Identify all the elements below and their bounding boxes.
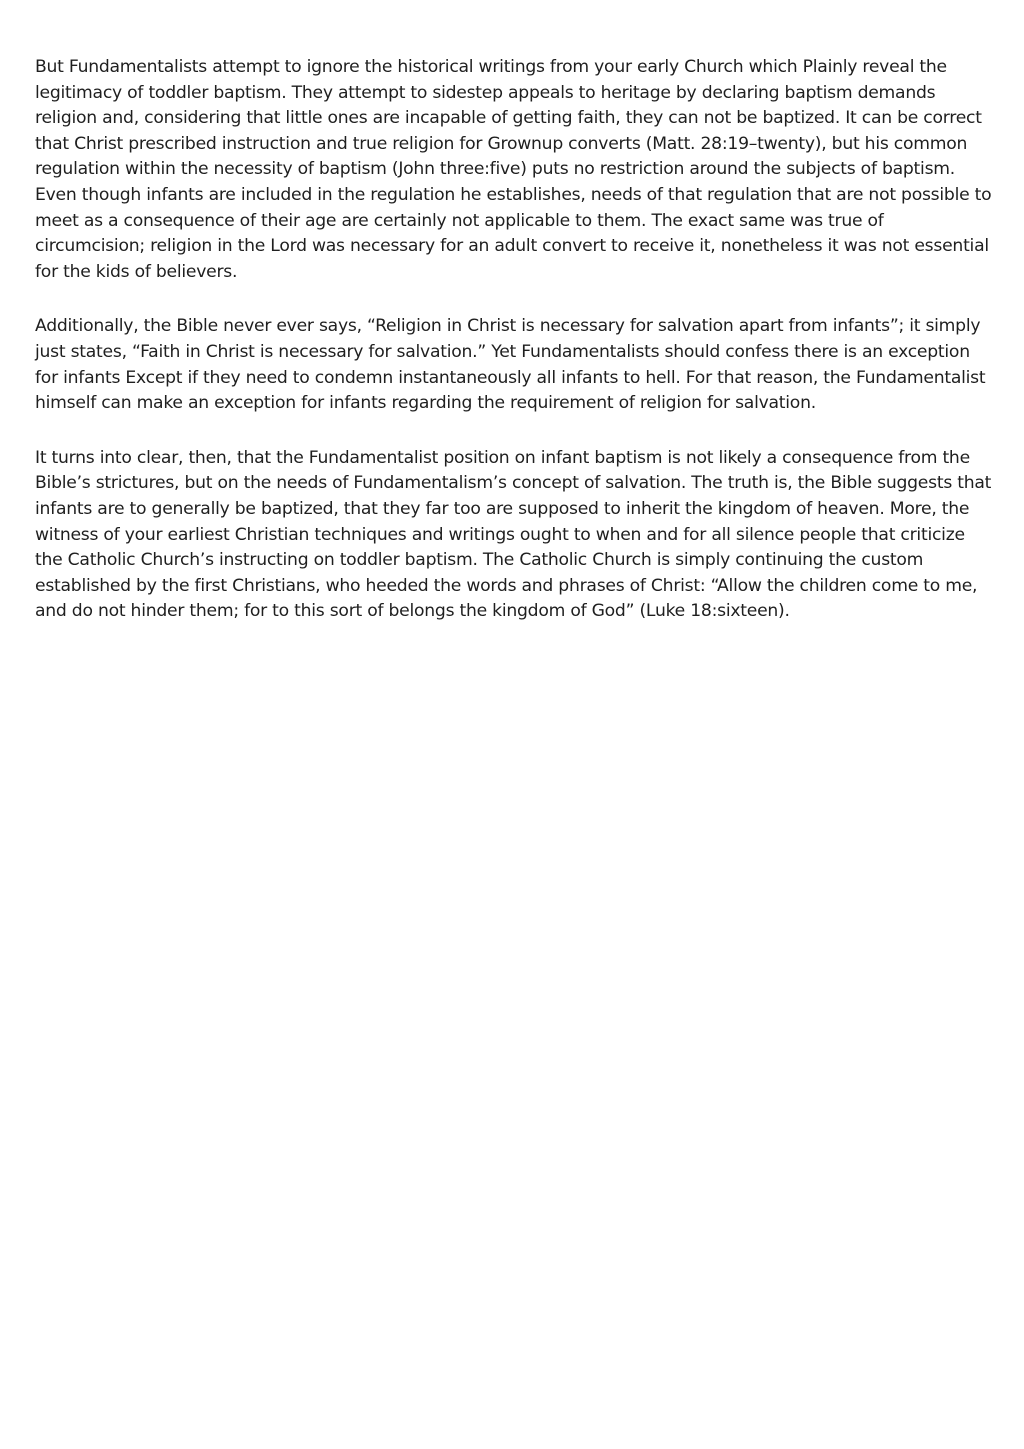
document-body [35, 55, 993, 654]
paragraph-1: But Fundamentalists attempt to ignore the historical writings from your early Church which Plainly reveal the legitimacy of toddler baptism. They attempt to sidestep appeals to heritage by declaring baptism demands religion and, considering that little ones are incapable of getting faith, they can not be baptized. It can be correct that Christ prescribed instruction and true religion for Grownup converts (Matt. 28:19–twenty), but his common regulation within the necessity of baptism (John three:five) puts no restriction around the subjects of baptism. Even though infants are included in the regulation he establishes, needs of that regulation that are not possible to meet as a consequence of their age are certainly not applicable to them. The exact same was true of circumcision; religion in the Lord was necessary for an adult convert to receive it, nonetheless it was not essential for the kids of believers. [35, 57, 992, 282]
paragraph-2: Additionally, the Bible never ever says, “Religion in Christ is necessary for salvation apart from infants”; it simply just states, “Faith in Christ is necessary for salvation.” Yet Fundamentalists should confess there is an exception for infants Except if they need to condemn instantaneously all infants to hell. For that reason, the Fundamentalist himself can make an exception for infants regarding the requirement of religion for salvation. [35, 316, 986, 414]
paragraph-3: It turns into clear, then, that the Fundamentalist position on infant baptism is not likely a consequence from the Bible’s strictures, but on the needs of Fundamentalism’s concept of salvation. The truth is, the Bible suggests that infants are to generally be baptized, that they far too are supposed to inherit the kingdom of heaven. More, the witness of your earliest Christian techniques and writings ought to when and for all silence people that criticize the Catholic Church’s instructing on toddler baptism. The Catholic Church is simply continuing the custom established by the first Christians, who heeded the words and phrases of Christ: “Allow the children come to me, and do not hinder them; for to this sort of belongs the kingdom of God” (Luke 18:sixteen). [35, 447, 992, 622]
